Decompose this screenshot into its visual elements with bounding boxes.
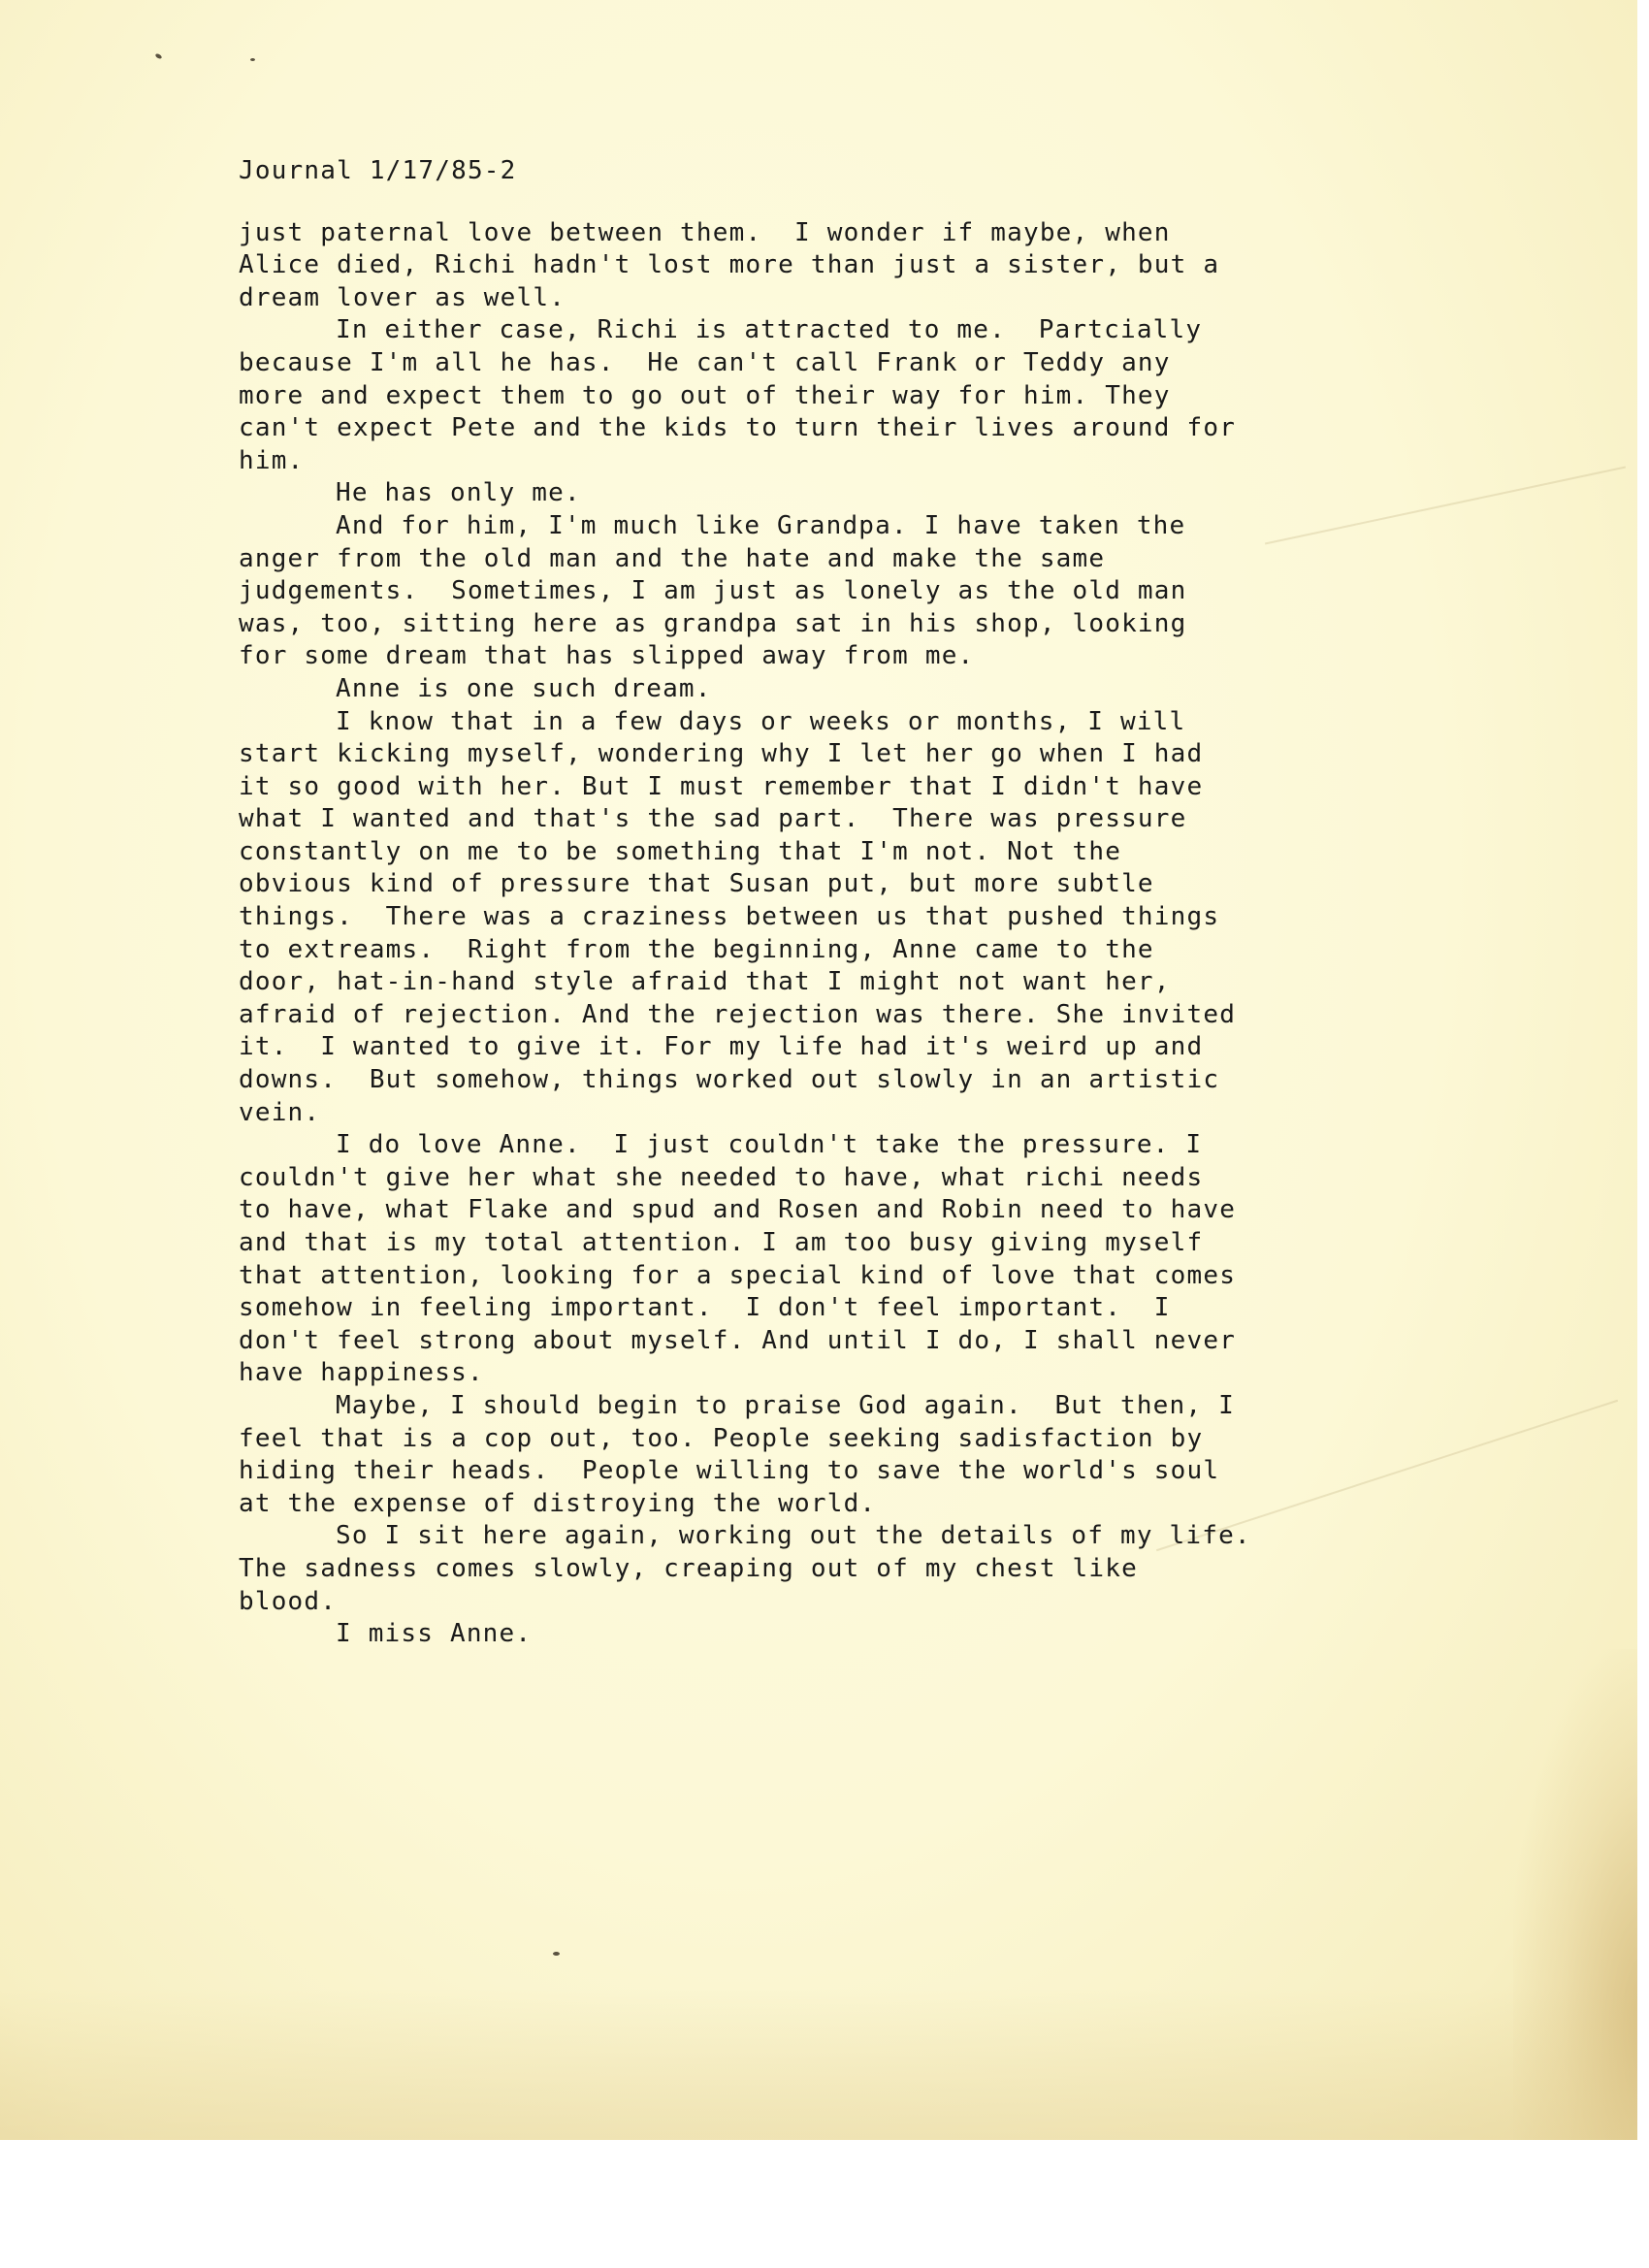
- paper-speck: [154, 53, 162, 60]
- text-line: door, hat-in-hand style afraid that I might not want her,: [239, 967, 1171, 997]
- typed-text-body: [239, 155, 1461, 1651]
- text-line: have happiness.: [239, 1358, 484, 1388]
- text-line: can't expect Pete and the kids to turn their lives around for: [239, 413, 1237, 443]
- journal-heading: Journal 1/17/85-2: [239, 156, 517, 185]
- text-line: him.: [239, 445, 305, 475]
- journal-lines: [239, 217, 1461, 1651]
- text-line: just paternal love between them. I wonder if maybe, when: [239, 217, 1171, 247]
- text-line: feel that is a cop out, too. People seeking sadisfaction by: [239, 1423, 1204, 1453]
- text-line: anger from the old man and the hate and make the same: [239, 543, 1106, 573]
- paper-speck: [553, 1952, 560, 1956]
- text-line: Anne is one such dream.: [336, 673, 712, 703]
- text-line: constantly on me to be something that I'm not. Not the: [239, 836, 1122, 866]
- text-line: I do love Anne. I just couldn't take the pressure. I: [336, 1130, 1203, 1160]
- text-line: because I'm all he has. He can't call Frank or Teddy any: [239, 347, 1171, 377]
- text-line: downs. But somehow, things worked out slowly in an artistic: [239, 1065, 1220, 1095]
- text-line: more and expect them to go out of their way for him. They: [239, 380, 1171, 410]
- text-line: Maybe, I should begin to praise God again. But then, I: [336, 1390, 1235, 1420]
- text-line: somehow in feeling important. I don't feel important. I: [239, 1293, 1171, 1323]
- text-line: don't feel strong about myself. And until I do, I shall never: [239, 1325, 1237, 1355]
- text-line: to extreams. Right from the beginning, Anne came to the: [239, 934, 1154, 964]
- text-line: was, too, sitting here as grandpa sat in his shop, looking: [239, 608, 1187, 638]
- text-line: it. I wanted to give it. For my life had it's weird up and: [239, 1032, 1204, 1062]
- text-line: I know that in a few days or weeks or months, I will: [336, 706, 1186, 736]
- paper-speck: [250, 58, 255, 61]
- text-line: hiding their heads. People willing to save the world's soul: [239, 1456, 1220, 1486]
- text-line: start kicking myself, wondering why I let her go when I had: [239, 739, 1204, 769]
- text-line: And for him, I'm much like Grandpa. I have taken the: [336, 510, 1186, 540]
- text-line: obvious kind of pressure that Susan put, but more subtle: [239, 869, 1154, 899]
- text-line: He has only me.: [336, 478, 581, 508]
- text-line: at the expense of distroying the world.: [239, 1488, 877, 1518]
- text-line: The sadness comes slowly, creaping out of my chest like: [239, 1553, 1138, 1583]
- text-line: for some dream that has slipped away from me.: [239, 641, 975, 671]
- text-line: I miss Anne.: [336, 1619, 533, 1649]
- text-line: In either case, Richi is attracted to me. Partcially: [336, 315, 1203, 345]
- text-line: blood.: [239, 1586, 338, 1616]
- text-line: it so good with her. But I must remember that I didn't have: [239, 771, 1204, 801]
- text-line: vein.: [239, 1097, 321, 1127]
- text-line: afraid of rejection. And the rejection was there. She invited: [239, 999, 1237, 1029]
- text-line: to have, what Flake and spud and Rosen and Robin need to have: [239, 1195, 1237, 1225]
- text-line: dream lover as well.: [239, 282, 566, 312]
- text-line: what I wanted and that's the sad part. There was pressure: [239, 804, 1187, 834]
- text-line: and that is my total attention. I am too busy giving myself: [239, 1228, 1204, 1257]
- text-line: couldn't give her what she needed to have, what richi needs: [239, 1162, 1204, 1192]
- bottom-stain: [0, 1989, 1637, 2140]
- text-line: judgements. Sometimes, I am just as lonely as the old man: [239, 576, 1187, 606]
- text-line: things. There was a craziness between us that pushed things: [239, 902, 1220, 932]
- text-line: that attention, looking for a special kind of love that comes: [239, 1260, 1237, 1290]
- text-line: So I sit here again, working out the details of my life.: [336, 1521, 1251, 1551]
- text-line: Alice died, Richi hadn't lost more than just a sister, but a: [239, 250, 1220, 280]
